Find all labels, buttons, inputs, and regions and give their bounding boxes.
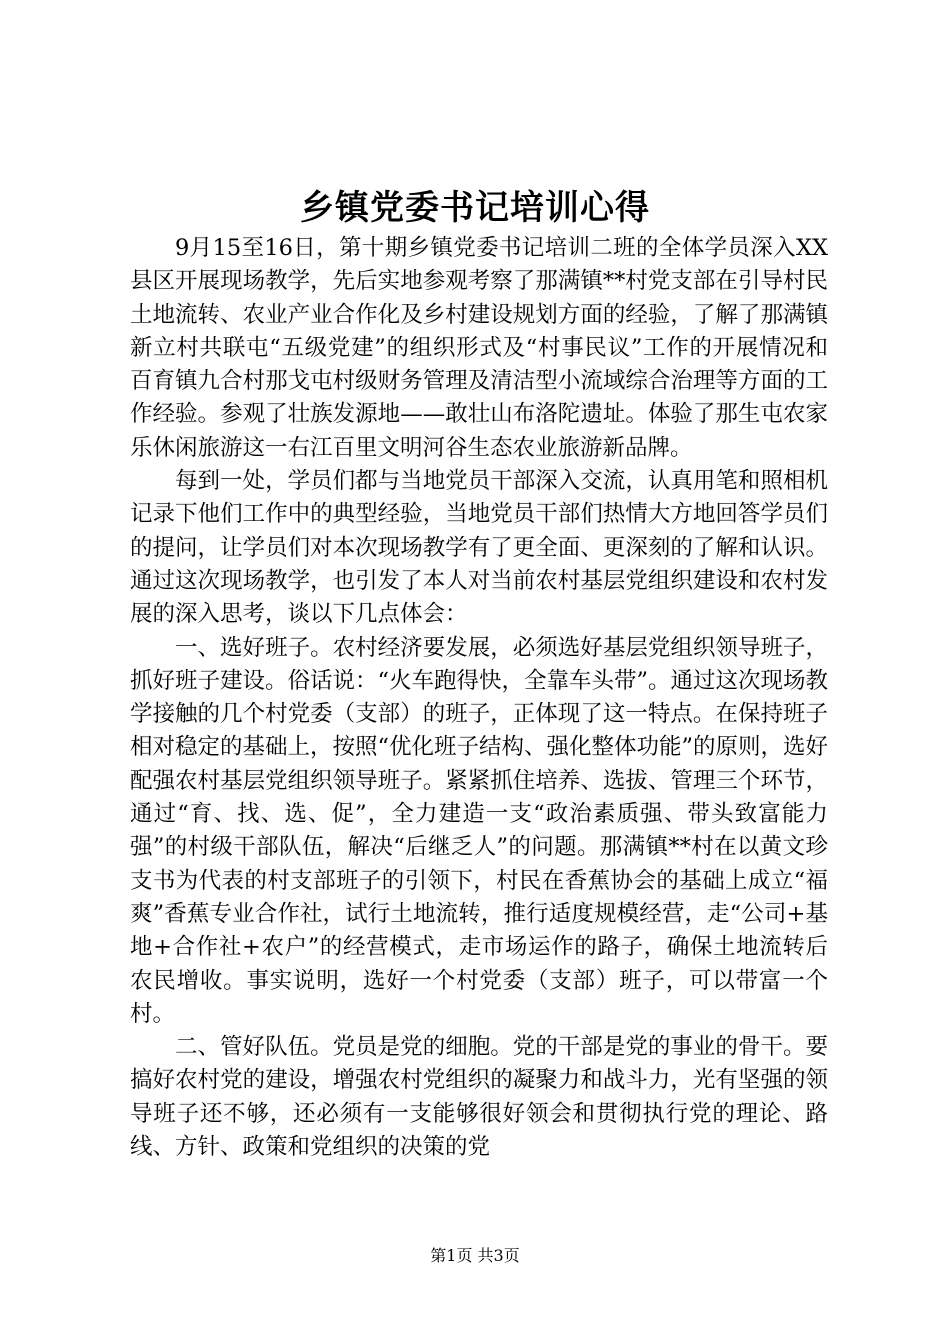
paragraph-3: 一、选好班子。农村经济要发展，必须选好基层党组织领导班子，抓好班子建设。俗话说：“火车跑得快，全靠车头带”。通过这次现场教学接触的几个村党委（支部）的班子，正体现了这一特点。在保持班子相对稳定的基础上，按照“优化班子结构、强化整体功能”的原则，选好配强农村基层党组织领导班子。紧紧抓住培养、选拔、管理三个环节，通过“育、找、选、促”，全力建造一支“政治素质强、带头致富能力强”的村级干部队伍，解决“后继乏人”的问题。那满镇**村在以黄文珍支书为代表的村支部班子的引领下，村民在香蕉协会的基础上成立“福爽”香蕉专业合作社，试行土地流转，推行适度规模经营，走“公司+基地+合作社+农户”的经营模式，走市场运作的路子，确保土地流转后农民增收。事实说明，选好一个村党委（支部）班子，可以带富一个村。 bbox=[130, 634, 829, 1027]
paragraph-4: 二、管好队伍。党员是党的细胞。党的干部是党的事业的骨干。要搞好农村党的建设，增强农村党组织的凝聚力和战斗力，光有坚强的领导班子还不够，还必须有一支能够很好领会和贯彻执行党的理论、路线、方针、政策和党组织的决策的党 bbox=[130, 1034, 828, 1161]
page-footer: 第1页 共3页 bbox=[430, 1246, 520, 1265]
document-title: 乡镇党委书记培训心得 bbox=[300, 188, 650, 228]
paragraph-1: 9月15至16日，第十期乡镇党委书记培训二班的全体学员深入XX县区开展现场教学，先后实地参观考察了那满镇**村党支部在引导村民土地流转、农业产业合作化及乡村建设规划方面的经验，了解了那满镇新立村共联屯“五级党建”的组织形式及“村事民议”工作的开展情况和百育镇九合村那戈屯村级财务管理及清洁型小流域综合治理等方面的工作经验。参观了壮族发源地——敢壮山布洛陀遗址。体验了那生屯农家乐休闲旅游这一右江百里文明河谷生态农业旅游新品牌。 bbox=[130, 235, 828, 461]
paragraph-2: 每到一处，学员们都与当地党员干部深入交流，认真用笔和照相机记录下他们工作中的典型经验，当地党员干部们热情大方地回答学员们的提问，让学员们对本次现场教学有了更全面、更深刻的了解和认识。通过这次现场教学，也引发了本人对当前农村基层党组织建设和农村发展的深入思考，谈以下几点体会： bbox=[130, 468, 828, 628]
document-body bbox=[130, 232, 828, 1164]
